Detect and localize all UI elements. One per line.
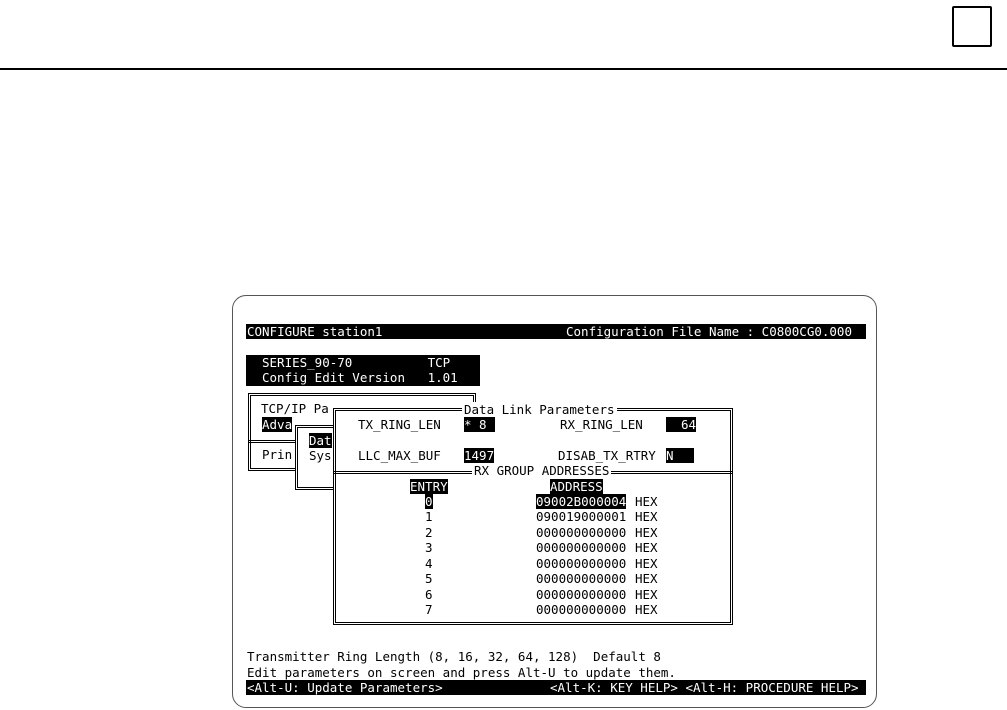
config-version-line: Config Edit Version 1.01 <box>262 370 458 385</box>
hex-0: HEX <box>635 494 658 509</box>
address-0-field[interactable]: 09002B000004 <box>536 494 627 509</box>
entry-column-header: ENTRY <box>410 479 448 494</box>
address-3-field[interactable]: 000000000000 <box>536 540 627 555</box>
address-2-field[interactable]: 000000000000 <box>536 525 627 540</box>
llc-max-buf-field[interactable]: 1497 <box>464 448 495 463</box>
hex-6: HEX <box>635 587 658 602</box>
help-line-2: Edit parameters on screen and press Alt-U to update them. <box>247 665 676 680</box>
hex-2: HEX <box>635 525 658 540</box>
series-line: SERIES_90-70 TCP <box>262 355 451 370</box>
tx-ring-len-label: TX_RING_LEN <box>358 417 441 432</box>
rx-group-title: RX GROUP ADDRESSES <box>474 463 610 478</box>
hex-1: HEX <box>635 509 658 524</box>
hex-5: HEX <box>635 571 658 586</box>
print-menu-item[interactable]: Prin <box>262 447 293 462</box>
advanced-menu-item[interactable]: Adva <box>262 417 293 432</box>
data-link-menu-item[interactable]: Dat <box>309 433 332 448</box>
help-line-1: Transmitter Ring Length (8, 16, 32, 64, 128) Default 8 <box>247 649 661 664</box>
disab-tx-rtry-label: DISAB_TX_RTRY <box>558 448 656 463</box>
llc-max-buf-label: LLC_MAX_BUF <box>358 448 441 463</box>
config-file-name: Configuration File Name : C0800CG0.000 <box>566 324 852 339</box>
rx-ring-len-field[interactable]: 64 <box>666 417 696 432</box>
page-marker-box <box>952 6 992 47</box>
update-parameters-hint[interactable]: <Alt-U: Update Parameters> <box>247 680 443 695</box>
header-rule <box>0 68 1007 70</box>
address-column-header: ADDRESS <box>550 479 603 494</box>
entry-4: 4 <box>425 556 433 571</box>
hex-4: HEX <box>635 556 658 571</box>
tx-ring-len-field[interactable]: * 8 <box>464 417 495 432</box>
address-6-field[interactable]: 000000000000 <box>536 587 627 602</box>
tcpip-window-title: TCP/IP Pa <box>261 401 329 416</box>
disab-tx-rtry-field[interactable]: N <box>666 448 694 463</box>
address-4-field[interactable]: 000000000000 <box>536 556 627 571</box>
help-keys-hint[interactable]: <Alt-K: KEY HELP> <Alt-H: PROCEDURE HELP> <box>550 680 859 695</box>
system-menu-item[interactable]: Sys <box>309 448 332 463</box>
entry-6: 6 <box>425 587 433 602</box>
entry-0: 0 <box>425 494 433 509</box>
entry-7: 7 <box>425 602 433 617</box>
entry-2: 2 <box>425 525 433 540</box>
address-5-field[interactable]: 000000000000 <box>536 571 627 586</box>
dialog-title: Data Link Parameters <box>464 402 615 417</box>
address-1-field[interactable]: 090019000001 <box>536 509 627 524</box>
entry-3: 3 <box>425 540 433 555</box>
address-7-field[interactable]: 000000000000 <box>536 602 627 617</box>
entry-1: 1 <box>425 509 433 524</box>
hex-7: HEX <box>635 602 658 617</box>
entry-5: 5 <box>425 571 433 586</box>
app-title: CONFIGURE station1 <box>247 324 383 339</box>
data-link-params-dialog <box>333 408 733 625</box>
hex-3: HEX <box>635 540 658 555</box>
rx-ring-len-label: RX_RING_LEN <box>560 417 643 432</box>
